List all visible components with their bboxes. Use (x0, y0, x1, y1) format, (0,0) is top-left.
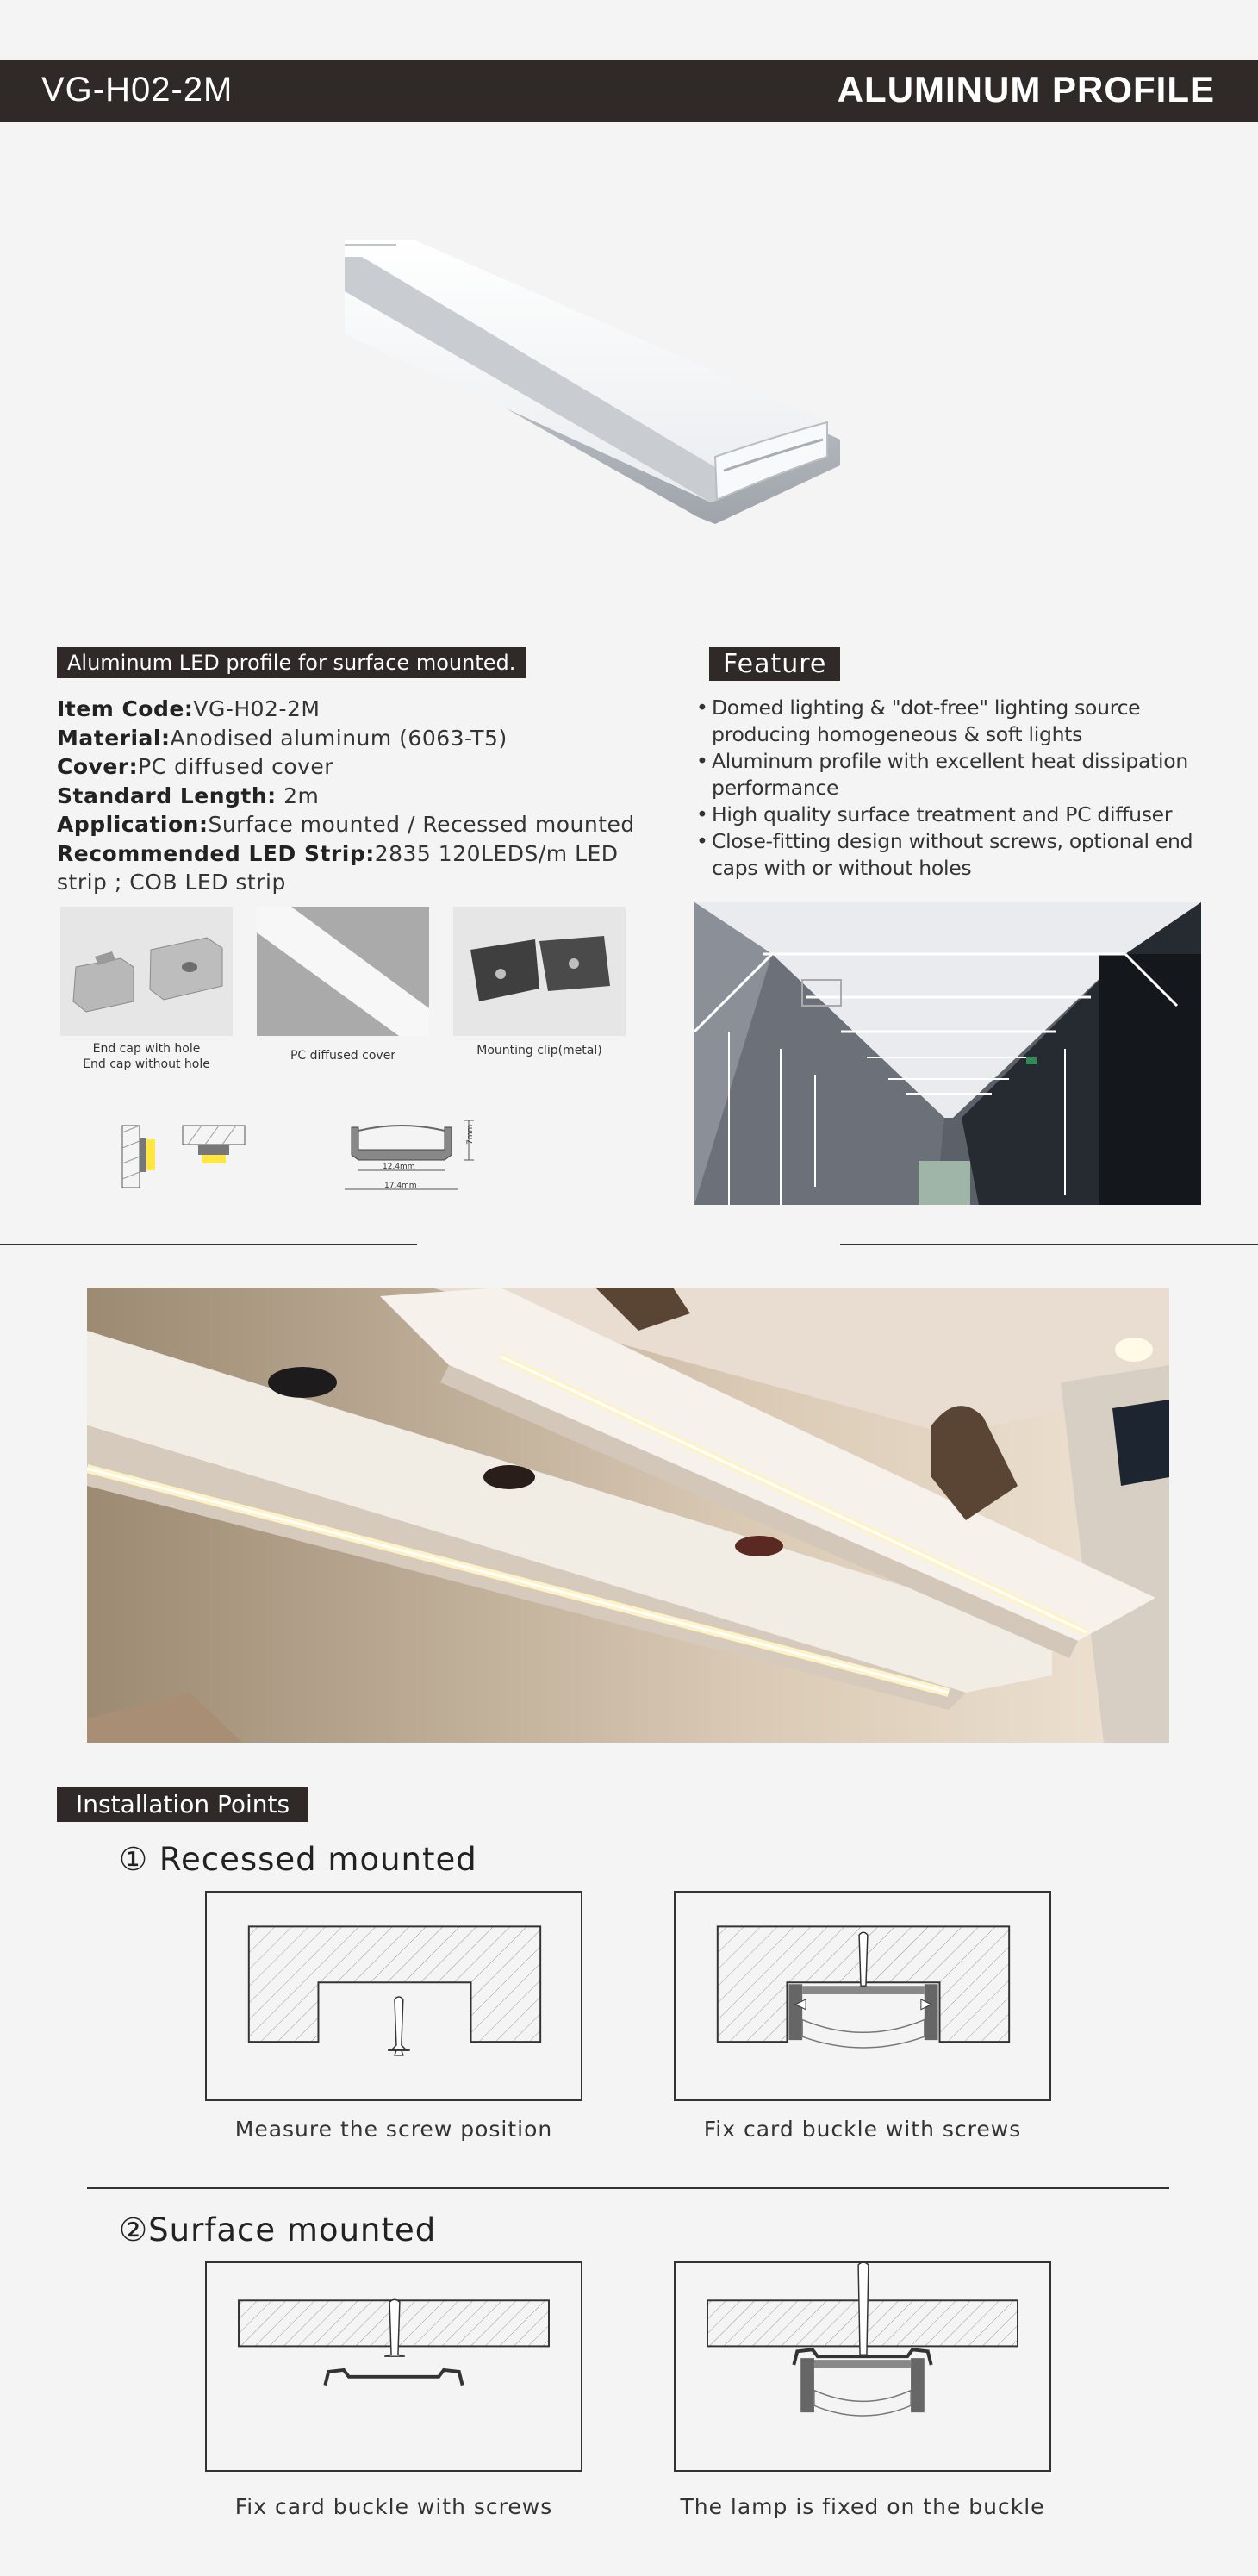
spec-item-code: Item Code:VG-H02-2M (57, 696, 321, 721)
product-image (345, 240, 844, 524)
dim-outer-width: 17.4mm (384, 1182, 417, 1190)
header-bar (0, 60, 1258, 122)
shelf-photo (87, 1288, 1169, 1743)
corridor-photo (694, 902, 1201, 1205)
diffuser-label: PC diffused cover (290, 1049, 396, 1063)
recessed-step1-caption: Measure the screw position (234, 2117, 553, 2142)
feature-item: • Aluminum profile with excellent heat dissipation performance (696, 748, 1213, 801)
dim-inner-width: 12.4mm (383, 1163, 415, 1171)
spec-application: Application:Surface mounted / Recessed mounted (57, 812, 635, 837)
page-title: ALUMINUM PROFILE (837, 69, 1215, 109)
spec-led-strip: Recommended LED Strip:2835 120LEDS/m LED strip ; COB LED strip (57, 840, 619, 895)
recessed-step1-diagram (205, 1891, 582, 2101)
surface-heading: ②Surface mounted (119, 2211, 437, 2249)
surface-step2-caption: The lamp is fixed on the buckle (680, 2494, 1045, 2519)
model-code: VG-H02-2M (41, 71, 234, 109)
feature-item: • Domed lighting & "dot-free" lighting source producing homogeneous & soft lights (696, 695, 1213, 748)
feature-list (696, 695, 1213, 882)
mounting-clip-image (453, 907, 626, 1036)
surface-step2-diagram (674, 2261, 1051, 2472)
end-cap-label: End cap with hole End cap without hole (83, 1042, 210, 1071)
divider-right (840, 1244, 1258, 1245)
feature-item: • Close-fitting design without screws, optional end caps with or without holes (696, 828, 1213, 882)
install-divider (87, 2187, 1169, 2189)
spec-length: Standard Length: 2m (57, 783, 320, 808)
surface-step1-diagram (205, 2261, 582, 2472)
recessed-step2-diagram (674, 1891, 1051, 2101)
feature-tag: Feature (709, 647, 840, 681)
recessed-heading: ① Recessed mounted (119, 1841, 477, 1878)
dim-height: 7mm (466, 1124, 475, 1145)
feature-item: • High quality surface treatment and PC diffuser (696, 801, 1213, 828)
recessed-step2-caption: Fix card buckle with screws (703, 2117, 1022, 2142)
spec-material: Material:Anodised aluminum (6063-T5) (57, 725, 508, 751)
spec-cover: Cover:PC diffused cover (57, 754, 334, 779)
intro-tag: Aluminum LED profile for surface mounted. (57, 647, 526, 678)
mounting-clip-label: Mounting clip(metal) (476, 1044, 602, 1057)
divider-left (0, 1244, 417, 1245)
end-cap-image (60, 907, 233, 1036)
surface-step1-caption: Fix card buckle with screws (234, 2494, 553, 2519)
mounting-icons (119, 1122, 248, 1191)
installation-tag: Installation Points (57, 1787, 308, 1822)
diffuser-image (257, 907, 429, 1036)
cross-section-diagram (341, 1115, 488, 1198)
spec-list (57, 695, 660, 897)
